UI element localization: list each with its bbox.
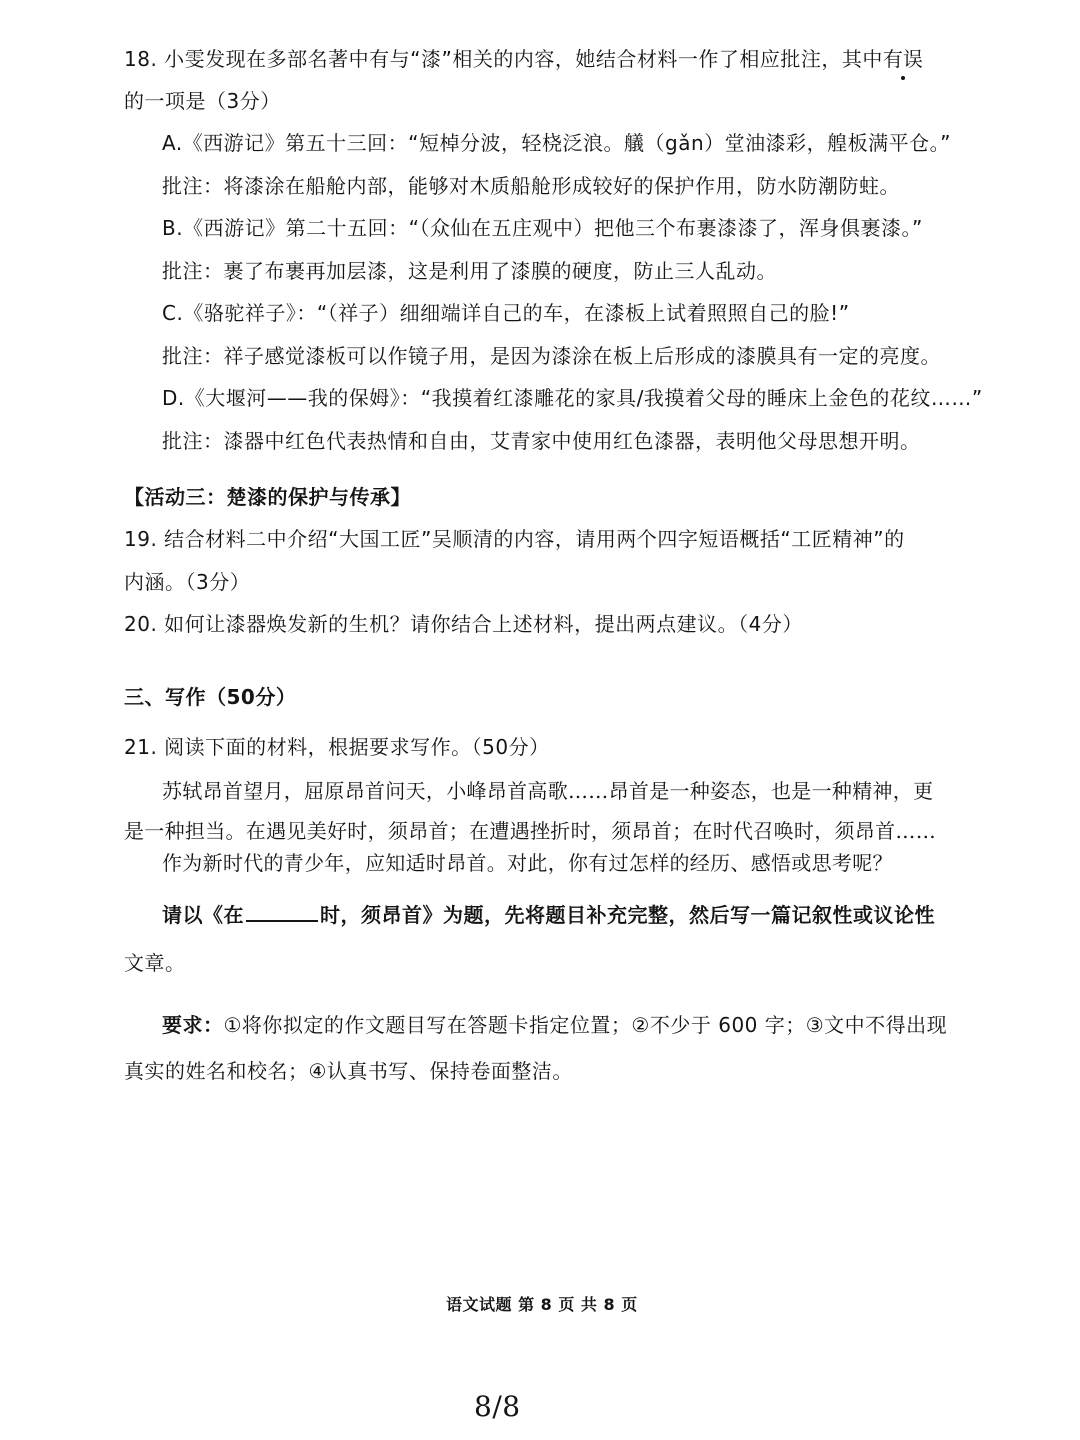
q21-prompt-suffix: 时，须昂首》为题，先将题目补充完整，然后写一篇记叙性或议论性 [320, 903, 935, 927]
q21-requirements-line1 [162, 1010, 947, 1040]
q18-note-a: 批注：将漆涂在船舱内部，能够对木质船舱形成较好的保护作用，防水防潮防蛀。 [162, 174, 900, 198]
q18-stem-line1 [124, 44, 923, 74]
q21-material-line2: 是一种担当。在遇见美好时，须昂首；在遭遇挫折时，须昂首；在时代召唤时，须昂首…… [124, 819, 936, 843]
q18-stem-line2: 的一项是（3分） [124, 89, 281, 113]
q18-option-a: A.《西游记》第五十三回：“短棹分波，轻桡泛浪。艤（gǎn）堂油漆彩，艎板满平仓。” [162, 131, 952, 155]
page-number: 8/8 [474, 1390, 521, 1423]
requirements-label: 要求： [162, 1013, 224, 1037]
q21-prompt-prefix: 请以《在 [162, 903, 244, 927]
q18-option-d: D.《大堰河——我的保姆》：“我摸着红漆雕花的家具/我摸着父母的睡床上金色的花纹……” [162, 386, 983, 410]
q20-text: 20. 如何让漆器焕发新的生机？请你结合上述材料，提出两点建议。（4分） [124, 612, 803, 636]
q18-option-b: B.《西游记》第二十五回：“（众仙在五庄观中）把他三个布裹漆漆了，浑身俱裹漆。” [162, 216, 923, 240]
q19-line1: 19. 结合材料二中介绍“大国工匠”吴顺清的内容，请用两个四字短语概括“工匠精神”的 [124, 527, 905, 551]
q21-material-line1: 苏轼昂首望月，屈原昂首问天，小峰昂首高歌……昂首是一种姿态，也是一种精神，更 [162, 779, 934, 803]
q18-stem-text: 18. 小雯发现在多部名著中有与“漆”相关的内容，她结合材料一作了相应批注，其中 [124, 47, 883, 71]
q21-material-line3: 作为新时代的青少年，应知适时昂首。对此，你有过怎样的经历、感悟或思考呢？ [162, 851, 893, 875]
q21-title: 21. 阅读下面的材料，根据要求写作。（50分） [124, 735, 550, 759]
q21-requirements-line2: 真实的姓名和校名；④认真书写、保持卷面整洁。 [124, 1059, 573, 1083]
q18-note-c: 批注：祥子感觉漆板可以作镜子用，是因为漆涂在板上后形成的漆膜具有一定的亮度。 [162, 344, 941, 368]
q21-prompt-line1 [162, 900, 935, 930]
q21-prompt-line2: 文章。 [124, 951, 186, 975]
requirements-text: ①将你拟定的作文题目写在答题卡指定位置；②不少于 600 字；③文中不得出现 [223, 1013, 948, 1037]
q18-emphasis-mark: 有误 [883, 44, 923, 74]
q18-note-d: 批注：漆器中红色代表热情和自由，艾青家中使用红色漆器，表明他父母思想开明。 [162, 429, 921, 453]
q19-line2: 内涵。（3分） [124, 570, 251, 594]
q18-option-c: C.《骆驼祥子》：“（祥子）细细端详自己的车，在漆板上试着照照自己的脸!” [162, 301, 850, 325]
q18-note-b: 批注：裹了布裹再加层漆，这是利用了漆膜的硬度，防止三人乱动。 [162, 259, 777, 283]
page-footer: 语文试题 第 8 页 共 8 页 [446, 1295, 638, 1314]
activity3-heading: 【活动三：楚漆的保护与传承】 [124, 485, 411, 509]
title-blank [246, 900, 318, 922]
section3-heading: 三、写作（50分） [124, 685, 297, 709]
